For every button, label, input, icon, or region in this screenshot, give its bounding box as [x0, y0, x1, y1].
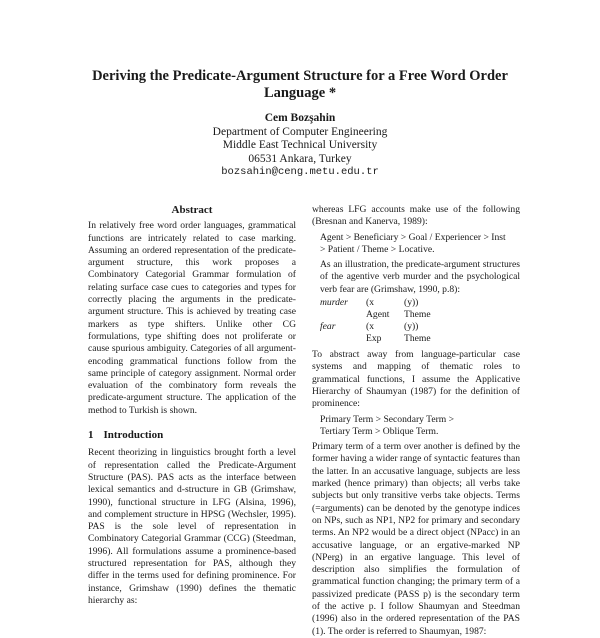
pas-arg: (y)) — [404, 321, 419, 333]
section-heading-introduction — [88, 429, 296, 441]
introduction-body: Recent theorizing in linguistics brought forth a level of representation called the Predicate-Argument Structure (PAS). PAS acts as the interface between lexical semantics and d-structure in GB (Grimshaw, 1990), functional structure in LFG (Alsina, 1996), and complement structure in HPSG (Wechsler, 1995). PAS is the sole level of representation in Combinatory Categorial Grammar (CCG) (Steedman, 1996). All formulations assume a prominence-based structured representation for PAS, although they differ in the terms used for defining prominence. For instance, Grimshaw (1990) defines the thematic hierarchy as: — [88, 447, 296, 606]
pas-verb: fear — [320, 321, 336, 333]
author-university: Middle East Technical University — [222, 139, 378, 151]
section-number: 1 — [88, 429, 94, 442]
pas-arg: (x — [366, 321, 374, 333]
applicative-hierarchy — [320, 414, 520, 439]
right-column — [312, 204, 520, 638]
abstract-body: In relatively free word order languages, grammatical functions are intricately related to case marking. Assuming an ordered representation of the predicate-argument structure, this work proposes a Combinatory Categorial Grammar formulation of relating surface case cues to categories and types for correctly placing the arguments in the predicate-argument structure. This is achieved by treating case markers as type shifters. Unlike other CG formulations, type shifting does not proliferate or cause spurious ambiguity. Categories of all argument-encoding grammatical functions follow from the same principle of category assignment. Normal order evaluation of the combinatory form reveals the predicate-argument structure. The application of the method to Turkish is shown. — [88, 220, 296, 416]
pas-role: Theme — [404, 333, 431, 345]
pas-verb: murder — [320, 297, 348, 309]
title-text: Deriving the Predicate-Argument Structure for a Free Word Order Language — [92, 68, 508, 101]
author-email: bozsahin@ceng.metu.edu.tr — [221, 166, 379, 178]
pas-role: Exp — [366, 333, 382, 345]
abstract-heading: Abstract — [171, 204, 213, 216]
pas-verb — [320, 333, 366, 345]
title-footnote-mark: * — [328, 85, 337, 101]
author-address: 06531 Ankara, Turkey — [248, 152, 352, 165]
lfg-hierarchy-intro: whereas LFG accounts make use of the following (Bresnan and Kanerva, 1989): — [312, 204, 520, 228]
pas-row — [320, 321, 438, 333]
left-column — [88, 204, 296, 607]
illustration-paragraph: As an illustration, the predicate-argument structures of the agentive verb murder and the psychological verb fear are (Grimshaw, 1990, p.8): — [320, 259, 520, 295]
pas-role: Theme — [404, 309, 431, 321]
author-name: Cem Bozşahin — [264, 112, 336, 124]
pas-example-table — [320, 297, 438, 345]
pas-row — [320, 309, 438, 321]
applicative-hierarchy-line-2: Tertiary Term > Oblique Term. — [320, 425, 439, 437]
primary-term-paragraph: Primary term of a term over another is defined by the former having a wider range of syntactic features than the latter. In an accusative language, subjects are less marked (hence primary) than objects; all verbs take subjects but only transitive verbs take objects. Terms (=arguments) can be denoted by the genotype indices on NPs, such as NP1, NP2 for primary and secondary terms. An NP2 would be a direct object (NPacc) in an accusative language, or an ergative-marked NP (NPerg) in an ergative language. This level of description also simplifies the formulation of grammatical function changing; the primary term of a passivized predicate (PASS p) is the secondary term of the active p. I follow Shaumyan and Steedman (1996) also in the ordered representation of the PAS (1). The order is referred to Shaumyan, 1987: — [312, 441, 520, 637]
thematic-hierarchy — [320, 232, 520, 257]
applicative-hierarchy-line-1: Primary Term > Secondary Term > — [320, 413, 455, 425]
thematic-hierarchy-line-1: Agent > Beneficiary > Goal / Experiencer > Inst — [320, 231, 506, 243]
section-title: Introduction — [103, 429, 164, 442]
pas-row — [320, 333, 438, 345]
pas-verb — [320, 309, 366, 321]
thematic-hierarchy-line-2: > Patient / Theme > Locative. — [320, 243, 435, 255]
applicative-hierarchy-intro: To abstract away from language-particular case systems and mapping of thematic roles to grammatical functions, I assume the Applicative Hierarchy of Shaumyan (1987) for the definition of prominence: — [312, 349, 520, 410]
author-block — [150, 112, 450, 180]
paper-title — [90, 68, 510, 102]
author-department: Department of Computer Engineering — [212, 125, 388, 138]
pas-arg: (x — [366, 297, 374, 309]
pas-arg: (y)) — [404, 297, 419, 309]
pas-role: Agent — [366, 309, 390, 321]
pas-row — [320, 297, 438, 309]
